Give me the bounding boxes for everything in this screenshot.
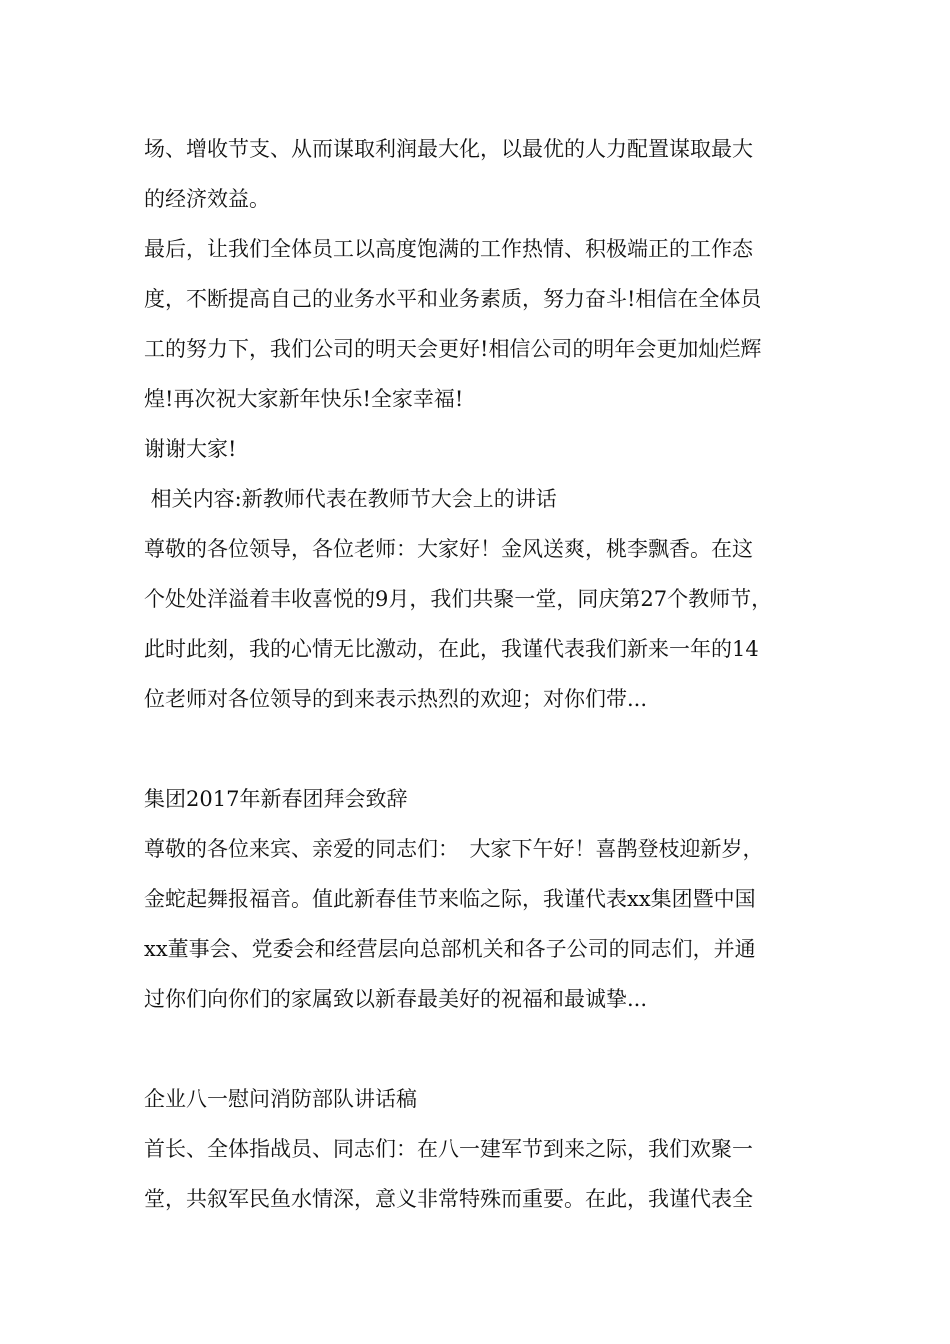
text-line: 场、增收节支、从而谋取利润最大化，以最优的人力配置谋取最大 xyxy=(144,137,753,161)
text-line: 谢谢大家! xyxy=(144,437,237,461)
text-line: 工的努力下，我们公司的明天会更好!相信公司的明年会更加灿烂辉 xyxy=(144,337,762,361)
text-line: 金蛇起舞报福音。值此新春佳节来临之际，我谨代表xx集团暨中国 xyxy=(144,887,756,911)
text-line: 最后，让我们全体员工以高度饱满的工作热情、积极端正的工作态 xyxy=(144,237,753,261)
text-line: 度，不断提高自己的业务水平和业务素质，努力奋斗!相信在全体员 xyxy=(144,287,762,311)
related-content-heading: 相关内容:新教师代表在教师节大会上的讲话 xyxy=(144,487,557,511)
text-line: 尊敬的各位领导，各位老师：大家好！金风送爽，桃李飘香。在这 xyxy=(144,537,753,561)
text-line: 堂，共叙军民鱼水情深，意义非常特殊而重要。在此，我谨代表全 xyxy=(144,1187,753,1211)
text-line: 煌!再次祝大家新年快乐!全家幸福! xyxy=(144,387,464,411)
text-line: 位老师对各位领导的到来表示热烈的欢迎；对你们带... xyxy=(144,687,648,711)
text-line: 的经济效益。 xyxy=(144,187,270,211)
section-title: 集团2017年新春团拜会致辞 xyxy=(144,787,408,811)
section-title: 企业八一慰问消防部队讲话稿 xyxy=(144,1087,417,1111)
text-line: 个处处洋溢着丰收喜悦的9月，我们共聚一堂，同庆第27个教师节， xyxy=(144,587,773,611)
text-line: 过你们向你们的家属致以新春最美好的祝福和最诚挚... xyxy=(144,987,648,1011)
text-line: xx董事会、党委会和经营层向总部机关和各子公司的同志们，并通 xyxy=(144,937,756,961)
text-line: 尊敬的各位来宾、亲爱的同志们： 大家下午好！喜鹊登枝迎新岁， xyxy=(144,837,764,861)
text-line: 首长、全体指战员、同志们：在八一建军节到来之际，我们欢聚一 xyxy=(144,1137,753,1161)
text-line: 此时此刻，我的心情无比激动，在此，我谨代表我们新来一年的14 xyxy=(144,637,759,661)
